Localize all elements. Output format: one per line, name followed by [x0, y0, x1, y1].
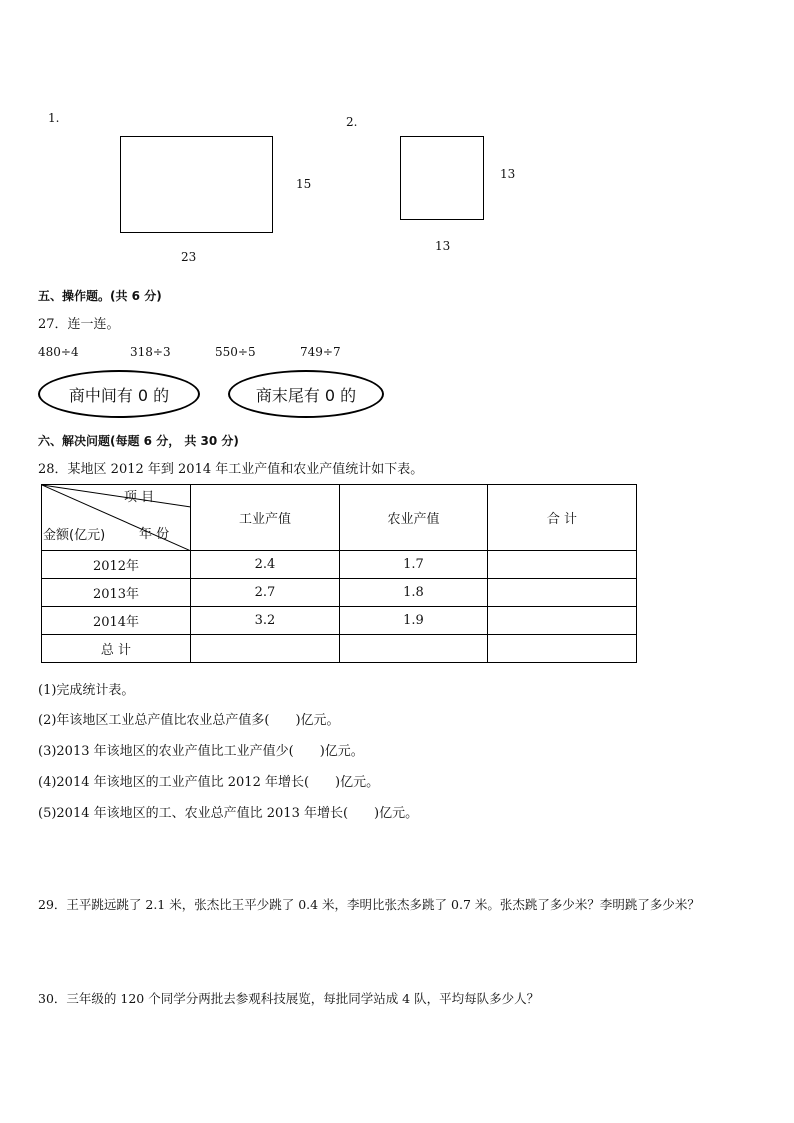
- row-agriculture-value: 1.9: [340, 607, 488, 635]
- expression-4: 749÷7: [300, 345, 341, 359]
- header-item-label: 项 目: [124, 490, 155, 505]
- row-agriculture-value: 1.8: [340, 579, 488, 607]
- square-side-label: 13: [500, 167, 516, 181]
- row-industry-value: 2.4: [191, 551, 340, 579]
- section-6-heading: 六、解决问题(每题 6 分， 共 30 分): [38, 434, 239, 448]
- subquestion-1: (1)完成统计表。: [38, 683, 135, 698]
- question-27-stem: 27．连一连。: [38, 317, 120, 332]
- question-29: 29．王平跳远跳了 2.1 米，张杰比王平少跳了 0.4 米，李明比张杰多跳了 0.7 米。张杰跳了多少米？李明跳了多少米？: [38, 897, 700, 912]
- header-year-label: 年 份: [139, 527, 170, 542]
- expression-2: 318÷3: [130, 345, 171, 359]
- subquestion-4: (4)2014 年该地区的工业产值比 2012 年增长( )亿元。: [38, 775, 380, 790]
- row-year: 2013年: [42, 579, 191, 607]
- table-row-grand-total: [42, 635, 637, 663]
- table-row: [42, 607, 637, 635]
- row-total-label: 总 计: [42, 635, 191, 663]
- oval-end-zero-label: 商末尾有 0 的: [255, 385, 357, 405]
- table-row: [42, 551, 637, 579]
- section-5-heading: 五、操作题。(共 6 分): [38, 289, 162, 303]
- oval-end-zero: [228, 370, 384, 418]
- row-year: 2014年: [42, 607, 191, 635]
- subquestion-3: (3)2013 年该地区的农业产值比工业产值少( )亿元。: [38, 744, 364, 759]
- rectangle-width-label: 15: [296, 177, 312, 191]
- oval-middle-zero: [38, 370, 200, 418]
- column-header-total: 合 计: [488, 485, 637, 551]
- question-28-stem: 28．某地区 2012 年到 2014 年工业产值和农业产值统计如下表。: [38, 462, 424, 477]
- column-header-agriculture: 农业产值: [340, 485, 488, 551]
- table-diagonal-header: [42, 485, 191, 551]
- table-row: [42, 579, 637, 607]
- row-total-blank[interactable]: [488, 607, 637, 635]
- rectangle-figure: [120, 136, 273, 233]
- subquestion-5: (5)2014 年该地区的工、农业总产值比 2013 年增长( )亿元。: [38, 806, 419, 821]
- rectangle-length-label: 23: [181, 250, 197, 264]
- subquestion-2: (2)年该地区工业总产值比农业总产值多( )亿元。: [38, 713, 340, 728]
- figure-1-number: 1.: [48, 111, 60, 125]
- expression-3: 550÷5: [215, 345, 256, 359]
- grand-total-sum-blank[interactable]: [488, 635, 637, 663]
- oval-middle-zero-label: 商中间有 0 的: [68, 385, 170, 405]
- expression-1: 480÷4: [38, 345, 79, 359]
- row-year: 2012年: [42, 551, 191, 579]
- grand-total-industry-blank[interactable]: [191, 635, 340, 663]
- table-header-row: [42, 485, 637, 551]
- grand-total-agriculture-blank[interactable]: [340, 635, 488, 663]
- row-total-blank[interactable]: [488, 551, 637, 579]
- header-amount-label: 金额(亿元): [43, 528, 106, 543]
- question-30: 30．三年级的 120 个同学分两批去参观科技展览，每批同学站成 4 队，平均每队多少人？: [38, 991, 540, 1006]
- figure-2-number: 2.: [346, 115, 358, 129]
- row-industry-value: 2.7: [191, 579, 340, 607]
- square-figure: [400, 136, 484, 220]
- square-bottom-label: 13: [435, 239, 451, 253]
- column-header-industry: 工业产值: [191, 485, 340, 551]
- row-industry-value: 3.2: [191, 607, 340, 635]
- row-agriculture-value: 1.7: [340, 551, 488, 579]
- row-total-blank[interactable]: [488, 579, 637, 607]
- statistics-table: [41, 484, 637, 663]
